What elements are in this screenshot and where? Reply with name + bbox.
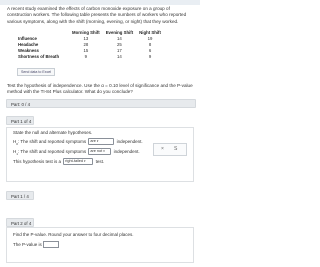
h0-select[interactable] (88, 138, 114, 145)
part-2-card (6, 227, 194, 263)
part-progress-bar: Part: 0 / 4 (6, 99, 196, 108)
h0-select-value: are (90, 139, 96, 144)
answer-tools (153, 143, 187, 156)
chevron-down-icon: ▾ (84, 159, 86, 164)
row-label: Influence (18, 35, 37, 41)
table-cell: 6 (148, 47, 152, 53)
undo-icon[interactable]: S (174, 146, 178, 152)
h0-suffix: independent. (116, 139, 143, 144)
chevron-down-icon: ▾ (96, 139, 99, 144)
chevron-down-icon: ▾ (103, 149, 105, 154)
table-cell: 28 (83, 41, 89, 47)
row-label: Weakness (18, 47, 39, 53)
h1-subscript: 1 (16, 151, 18, 156)
table-cell: 13 (83, 35, 89, 41)
part-2-instruction: Find the P-value. Round your answer to four decimal places. (13, 232, 134, 237)
test-type-select[interactable] (63, 158, 93, 165)
symptoms-table (15, 29, 164, 59)
h0-subscript: 0 (16, 141, 18, 146)
table-cell: 8 (148, 41, 152, 47)
p-value-label: The P-value is (13, 242, 42, 247)
part-1-header: Part 1 of 4 (6, 116, 34, 125)
column-header: Evening Shift (105, 29, 134, 35)
table-cell: 14 (117, 35, 122, 41)
null-hypothesis-row (13, 138, 143, 148)
table-row (15, 53, 164, 59)
h1-select[interactable] (88, 148, 111, 155)
h1-suffix: independent. (113, 149, 140, 154)
part-1-card (6, 127, 194, 182)
top-bar (0, 0, 200, 5)
h0-text: : The shift and reported symptoms (17, 139, 87, 144)
clear-icon[interactable]: × (161, 146, 164, 152)
row-label: Shortness of Breath (18, 53, 60, 59)
part-status-bar: Part 1 / 4 (6, 191, 34, 200)
send-to-excel-button[interactable]: Send data to Excel (17, 68, 55, 76)
row-label: Headache (18, 41, 39, 47)
column-header: Night Shift (139, 29, 161, 35)
test-type-row (13, 158, 104, 165)
h1-symbol: H (13, 149, 17, 154)
part-2-header: Part 2 of 4 (6, 218, 34, 227)
p-value-row (13, 241, 59, 248)
test-type-value: right-tailed (65, 159, 84, 164)
h1-select-value: are not (90, 149, 103, 154)
test-suffix: test. (95, 159, 105, 164)
table-cell: 15 (83, 47, 89, 53)
h1-text: : The shift and reported symptoms (17, 149, 87, 154)
part-1-instruction: State the null and alternate hypotheses. (13, 130, 93, 135)
test-prefix: This hypothesis test is a (13, 159, 62, 164)
column-header: Morning Shift (72, 29, 100, 35)
table-cell: 9 (148, 53, 152, 59)
table-cell: 17 (117, 47, 122, 53)
p-value-input[interactable] (43, 241, 59, 248)
h0-symbol: H (13, 139, 17, 144)
table-cell: 14 (117, 53, 122, 59)
alt-hypothesis-row (13, 148, 140, 158)
question-text: Test the hypothesis of independence. Use the α = 0.10 level of significance and the P-value method with the TI-84 Plus calculator. What do you conclude? (7, 83, 193, 95)
intro-text: A recent study examined the effects of carbon monoxide exposure on a group of construction workers. The following table presents the numbers of workers who reported various symptoms, along with the shift (morning, evening, or night) that they worked. (7, 6, 187, 24)
table-cell: 19 (147, 35, 153, 41)
table-cell: 25 (117, 41, 122, 47)
table-cell: 9 (84, 53, 88, 59)
